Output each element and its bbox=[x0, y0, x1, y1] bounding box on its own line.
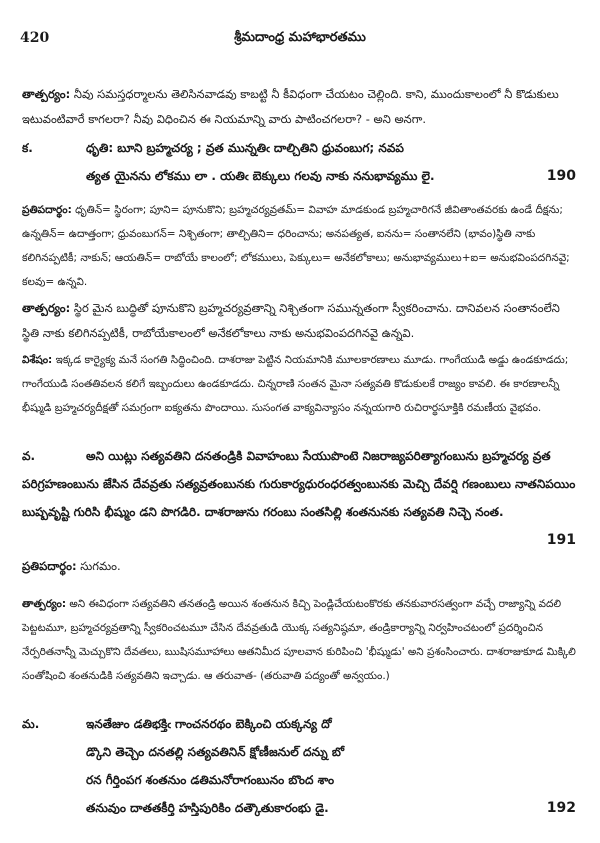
verse-190 bbox=[22, 134, 576, 190]
verse-number: 190 bbox=[546, 168, 576, 184]
section-text: ఇక్కడ కార్యైక్య మనే సంగతి సిద్ధించింది. దాశరాజు పెట్టిన నియమానికి మూలకారణాలు మూడు. గాంగేయుడి అడ్డు ఉండకూడదు; గాంగేయుడి సంతతివలన కలిగే ఇబ్బందులు ఉండకూడదు. చిన్నరాణి సంతన మైనా సత్యవతి కొడుకులకే రాజ్యం కావలి. ఈ కారణాలన్నీ భీష్ముడి బ్రహ్మచర్యదీక్షతో సమగ్రంగా ఐక్యతను పొందాయి. సుసంగత వాక్యవిన్యాసం నన్నయగారి రుచిరార్థసూక్తికి రమణీయ వైభవం. bbox=[22, 354, 569, 414]
verse-meter: మ. bbox=[22, 717, 40, 731]
verse-192 bbox=[22, 710, 576, 822]
verse-line: తనువుం దాతతకీర్తి హస్తిపురికిం దత్కౌతుకారంభు డై. bbox=[86, 801, 329, 815]
verse-line: ఇనతేజుం డతిభక్తిఁ గాంచనరథం బెక్కించి యక్కన్య దో bbox=[86, 717, 332, 731]
section-text: సుగమం. bbox=[76, 559, 121, 573]
section-text: స్థిర మైన బుద్ధితో పూనుకొని బ్రహ్మచర్యవ్రతాన్ని నిశ్చితంగా సమున్నతంగా స్వీకరించాను. దానివలన సంతానంలేని స్థితి నాకు కలిగినప్పటికీ, రాబోయేకాలంలో అనేకలోకాలు నాకు అనుభవింపదగినవై ఉన్నవి. bbox=[22, 301, 560, 340]
verse-line: ధృతి: బూని బ్రహ్మచర్య ; వ్రత మున్నతిఁ దాల్చితిని ధ్రువంబుగ; నవప bbox=[86, 141, 404, 155]
page-header bbox=[20, 30, 580, 50]
verse-number: 191 bbox=[546, 532, 576, 548]
verse-line: డ్కొని తెచ్చెం దనతల్లి సత్యవతినిన్ క్షోణీజనుల్ దన్ను బో bbox=[86, 745, 345, 759]
section-label: ప్రతిపదార్థం: bbox=[22, 559, 77, 573]
section-label: ప్రతిపదార్థం: bbox=[22, 204, 72, 216]
verse-191 bbox=[22, 442, 576, 548]
word-meanings-190 bbox=[22, 198, 576, 294]
section-text: ధృతిన్= స్థిరంగా; పూని= పూనుకొని; బ్రహ్మచర్యవ్రతమ్= వివాహ మాడకుండ బ్రహ్మచారిగనే జీవితాంతవరకు ఉండే దీక్షను; ఉన్నతిన్= ఉదాత్తంగా; ధ్రువంబుగన్= నిశ్చితంగా; తాల్చితిని= ధరించాను; అనపత్యత, ఐనను= సంతానలేని (భావం)స్థితి నాకు కలిగినప్పటికీ; నాకున్; ఆయతిన్= రాబోయే కాలంలో; లోకములు, పెక్కులు= అనేకలోకాలు; అనుభావ్యములు+ఐ= అనుభవింపదగినవై; కలవు= ఉన్నవి. bbox=[22, 204, 570, 288]
section-label: తాత్పర్యం: bbox=[22, 598, 67, 610]
section-text: నీవు సమస్తధర్మాలను తెలిసినవాడవు కాబట్టి నీ కీవిధంగా చేయటం చెల్లింది. కాని, ముందుకాలంలో నీ కొడుకులు ఇటువంటివారే కాగలరా? నీవు విధించిన ఈ నియమాన్ని వారు పాటించగలరా? - అని అనగా. bbox=[22, 87, 559, 126]
running-title: శ్రీమదాంధ్ర మహాభారతము bbox=[234, 30, 366, 45]
verse-line: రన గీర్తింపగ శంతనుం డతిమనోరాగంబునం బొంద శాం bbox=[86, 773, 335, 787]
section-label: తాత్పర్యం: bbox=[22, 87, 71, 101]
verse-number: 192 bbox=[546, 800, 576, 816]
verse-meter: వ. bbox=[22, 449, 36, 463]
verse-body: అని యిట్లు సత్యవతిని దనతండ్రికి వివాహంబు సేయుపొంటె నిజరాజ్యపరిత్యాగంబును బ్రహ్మచర్య వ్రత పరిగ్రహణంబును జేసిన దేవవ్రతు సత్యవ్రతంబునకు గురుకార్యధురంధరత్వంబునకు మెచ్చి దేవర్షి గణంబులు నాతనిపయిం బుష్పవృష్టి గురిసి భీష్ముం డని పొగడిరి. దాశరాజును గరంబు సంతసిల్లి శంతనునకు సత్యవతి నిచ్చె నంత. bbox=[22, 449, 576, 519]
section-label: విశేషం: bbox=[22, 354, 53, 366]
verse-body bbox=[86, 134, 576, 190]
commentary-meaning-191 bbox=[22, 592, 576, 688]
word-meanings-191 bbox=[22, 554, 576, 579]
verse-line: త్యత యైనను లోకము లా . యతిఁ బెక్కులు గలవు నాకు ననుభావ్యము లై. bbox=[86, 169, 435, 183]
section-label: తాత్పర్యం: bbox=[22, 301, 71, 315]
verse-meter: క. bbox=[22, 141, 33, 155]
verse-body bbox=[86, 710, 576, 822]
special-note-190 bbox=[22, 348, 576, 420]
commentary-meaning-190 bbox=[22, 296, 576, 346]
section-text: అని ఈవిధంగా సత్యవతిని తనతండ్రి అయిన శంతనున కిచ్చి పెండ్లిచేయటంకొరకు తనకువారసత్వంగా వచ్చే రాజ్యాన్ని వదలి పెట్టటమూ, బ్రహ్మచర్యవ్రతాన్ని స్వీకరించటమూ చేసిన దేవవ్రతుడి యొక్క సత్యనిష్ఠమా, తండ్రికార్యాన్ని నిర్వహించటంలో ప్రదర్శించిన నేర్పరితనాన్నీ మెచ్చుకొని దేవతలు, ఋషిసమూహాలు ఆతనిమీద పూలవాన కురిపించి 'భీష్ముడు' అని ప్రశంసించారు. దాశరాజుకూడ మిక్కిలి సంతోషించి శంతనుడికి సత్యవతిని ఇచ్చాడు. ఆ తరువాత- (తరువాతి పద్యంతో అన్వయం.) bbox=[22, 598, 576, 682]
page-number: 420 bbox=[20, 30, 50, 46]
commentary-meaning-1 bbox=[22, 82, 576, 132]
